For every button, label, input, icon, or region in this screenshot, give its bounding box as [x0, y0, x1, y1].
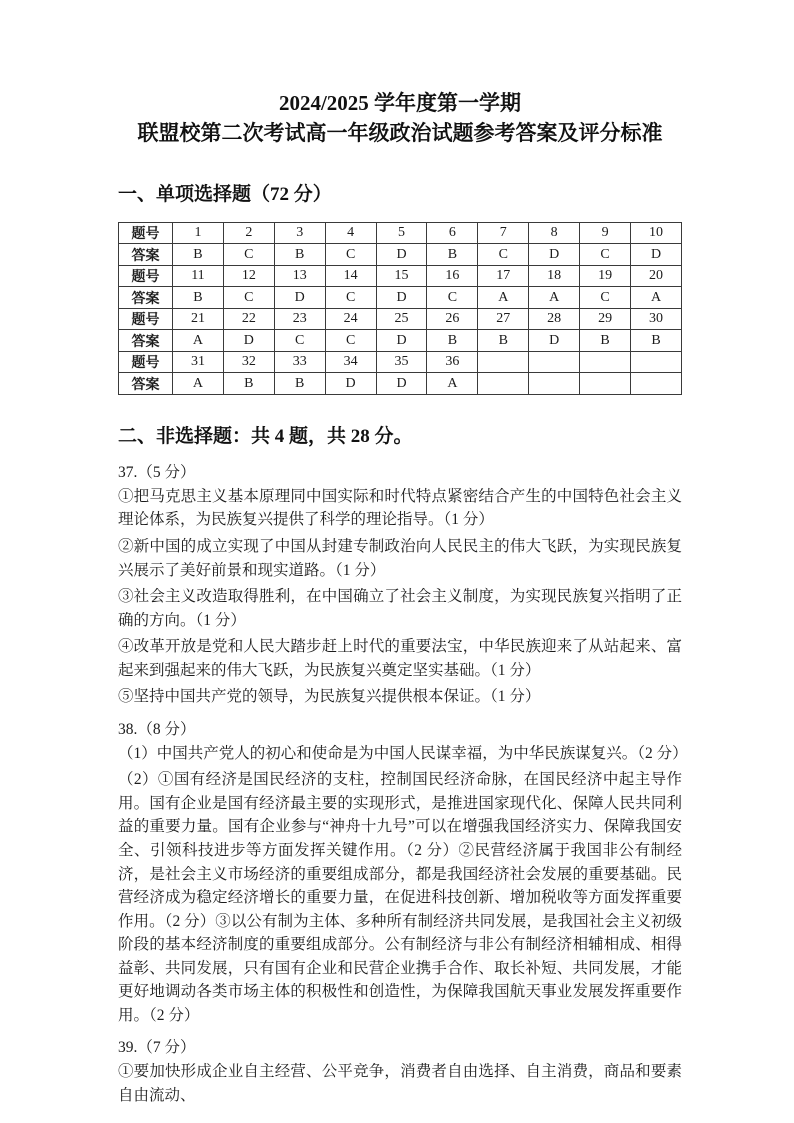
- q37-item-2: ②新中国的成立实现了中国从封建专制政治向人民民主的伟大飞跃，为实现民族复兴展示了美好前景和现实道路。（1 分）: [118, 537, 682, 579]
- table-cell: C: [223, 244, 274, 266]
- table-cell: C: [580, 287, 631, 309]
- table-cell: 14: [325, 265, 376, 287]
- table-row: [119, 222, 682, 244]
- table-cell: C: [478, 244, 529, 266]
- table-cell: 5: [376, 222, 427, 244]
- answer-table: [118, 222, 682, 395]
- table-cell: [631, 351, 682, 373]
- table-cell: 21: [173, 308, 224, 330]
- table-cell: D: [274, 287, 325, 309]
- table-cell: 12: [223, 265, 274, 287]
- table-cell: 22: [223, 308, 274, 330]
- table-cell: C: [580, 244, 631, 266]
- q37-item-4: ④改革开放是党和人民大踏步赶上时代的重要法宝，中华民族迎来了从站起来、富起来到强起来的伟大飞跃，为民族复兴奠定坚实基础。（1 分）: [118, 638, 682, 679]
- q38-number: 38.（8 分）: [118, 720, 196, 738]
- table-cell: B: [427, 330, 478, 352]
- table-row-label: 答案: [119, 330, 173, 352]
- table-cell: 36: [427, 351, 478, 373]
- table-cell: 7: [478, 222, 529, 244]
- table-cell: 3: [274, 222, 325, 244]
- table-cell: 16: [427, 265, 478, 287]
- table-cell: D: [376, 373, 427, 395]
- table-cell: 13: [274, 265, 325, 287]
- table-cell: D: [529, 330, 580, 352]
- table-cell: 4: [325, 222, 376, 244]
- table-cell: 27: [478, 308, 529, 330]
- table-row: [119, 244, 682, 266]
- table-cell: B: [173, 244, 224, 266]
- q37-item-3: ③社会主义改造取得胜利，在中国确立了社会主义制度，为实现民族复兴指明了正确的方向。（1 分）: [118, 588, 682, 629]
- table-row-label: 题号: [119, 351, 173, 373]
- table-row: [119, 330, 682, 352]
- table-cell: 10: [631, 222, 682, 244]
- q38-item-1: （1）中国共产党人的初心和使命是为中国人民谋幸福，为中华民族谋复兴。（2 分）: [118, 744, 688, 762]
- table-row-label: 答案: [119, 373, 173, 395]
- table-cell: 31: [173, 351, 224, 373]
- table-cell: A: [631, 287, 682, 309]
- table-cell: 15: [376, 265, 427, 287]
- table-cell: D: [376, 287, 427, 309]
- table-cell: B: [478, 330, 529, 352]
- table-cell: 20: [631, 265, 682, 287]
- table-cell: A: [529, 287, 580, 309]
- section1-heading: 一、单项选择题（72 分）: [118, 183, 332, 205]
- table-row-label: 题号: [119, 308, 173, 330]
- table-cell: 23: [274, 308, 325, 330]
- table-cell: 1: [173, 222, 224, 244]
- table-cell: 19: [580, 265, 631, 287]
- table-row-label: 题号: [119, 222, 173, 244]
- table-cell: 24: [325, 308, 376, 330]
- table-cell: D: [376, 330, 427, 352]
- table-cell: 30: [631, 308, 682, 330]
- table-cell: C: [325, 330, 376, 352]
- table-cell: B: [580, 330, 631, 352]
- table-cell: [580, 351, 631, 373]
- table-cell: 9: [580, 222, 631, 244]
- table-cell: D: [376, 244, 427, 266]
- table-cell: C: [427, 287, 478, 309]
- table-cell: 8: [529, 222, 580, 244]
- table-cell: B: [274, 373, 325, 395]
- table-cell: 18: [529, 265, 580, 287]
- table-cell: C: [223, 287, 274, 309]
- table-cell: 33: [274, 351, 325, 373]
- table-row-label: 答案: [119, 287, 173, 309]
- table-cell: D: [223, 330, 274, 352]
- table-cell: 6: [427, 222, 478, 244]
- table-row: [119, 373, 682, 395]
- table-row-label: 答案: [119, 244, 173, 266]
- table-cell: B: [173, 287, 224, 309]
- q37-item-5: ⑤坚持中国共产党的领导，为民族复兴提供根本保证。（1 分）: [118, 688, 541, 706]
- table-cell: [580, 373, 631, 395]
- q39-item-1: ①要加快形成企业自主经营、公平竞争，消费者自由选择、自主消费，商品和要素自由流动、: [118, 1063, 682, 1104]
- table-cell: C: [325, 287, 376, 309]
- document-title-line1: 2024/2025 学年度第一学期: [278, 91, 522, 115]
- table-cell: D: [631, 244, 682, 266]
- table-cell: B: [274, 244, 325, 266]
- table-cell: 32: [223, 351, 274, 373]
- table-row: [119, 308, 682, 330]
- table-cell: [631, 373, 682, 395]
- table-cell: 29: [580, 308, 631, 330]
- table-cell: [529, 351, 580, 373]
- table-cell: A: [173, 330, 224, 352]
- document-title-line2: 联盟校第二次考试高一年级政治试题参考答案及评分标准: [137, 121, 663, 146]
- table-cell: B: [427, 244, 478, 266]
- table-cell: 34: [325, 351, 376, 373]
- table-row: [119, 287, 682, 309]
- table-cell: B: [223, 373, 274, 395]
- table-cell: A: [478, 287, 529, 309]
- q38-item-2: （2）①国有经济是国民经济的支柱，控制国民经济命脉，在国民经济中起主导作用。国有企业是国有经济最主要的实现形式，是推进国家现代化、保障人民共同利益的重要力量。国有企业参与“神舟十九号”可以在增强我国经济实力、保障我国安全、引领科技进步等方面发挥关键作用。（2 分）②民营经济属于我国非公有制经济，是社会主义市场经济的重要组成部分，都是我国经济社会发展的重要基础。民营经济成为稳定经济增长的重要力量，在促进科技创新、增加税收等方面发挥重要作用。（2 分）③以公有制为主体、多种所有制经济共同发展，是我国社会主义初级阶段的基本经济制度的重要组成部分。公有制经济与非公有制经济相辅相成、相得益彰、共同发展，只有国有企业和民营企业携手合作、取长补短、共同发展，才能更好地调动各类市场主体的积极性和创造性，为保障我国航天事业发展发挥重要作用。（2 分）: [118, 771, 682, 1024]
- table-cell: 11: [173, 265, 224, 287]
- table-cell: C: [274, 330, 325, 352]
- table-cell: 26: [427, 308, 478, 330]
- q37-number: 37.（5 分）: [118, 463, 196, 481]
- table-cell: [478, 373, 529, 395]
- table-row-label: 题号: [119, 265, 173, 287]
- table-cell: 2: [223, 222, 274, 244]
- table-cell: C: [325, 244, 376, 266]
- table-cell: 17: [478, 265, 529, 287]
- table-cell: B: [631, 330, 682, 352]
- table-cell: A: [173, 373, 224, 395]
- table-cell: D: [529, 244, 580, 266]
- table-cell: 25: [376, 308, 427, 330]
- section2-heading: 二、非选择题：共 4 题，共 28 分。: [118, 425, 413, 447]
- q39-number: 39.（7 分）: [118, 1039, 196, 1057]
- table-row: [119, 351, 682, 373]
- table-cell: A: [427, 373, 478, 395]
- table-cell: [529, 373, 580, 395]
- table-cell: D: [325, 373, 376, 395]
- table-cell: 28: [529, 308, 580, 330]
- table-row: [119, 265, 682, 287]
- table-cell: [478, 351, 529, 373]
- table-cell: 35: [376, 351, 427, 373]
- answer-table-body: [119, 222, 682, 394]
- q37-item-1: ①把马克思主义基本原理同中国实际和时代特点紧密结合产生的中国特色社会主义理论体系，为民族复兴提供了科学的理论指导。（1 分）: [118, 487, 682, 529]
